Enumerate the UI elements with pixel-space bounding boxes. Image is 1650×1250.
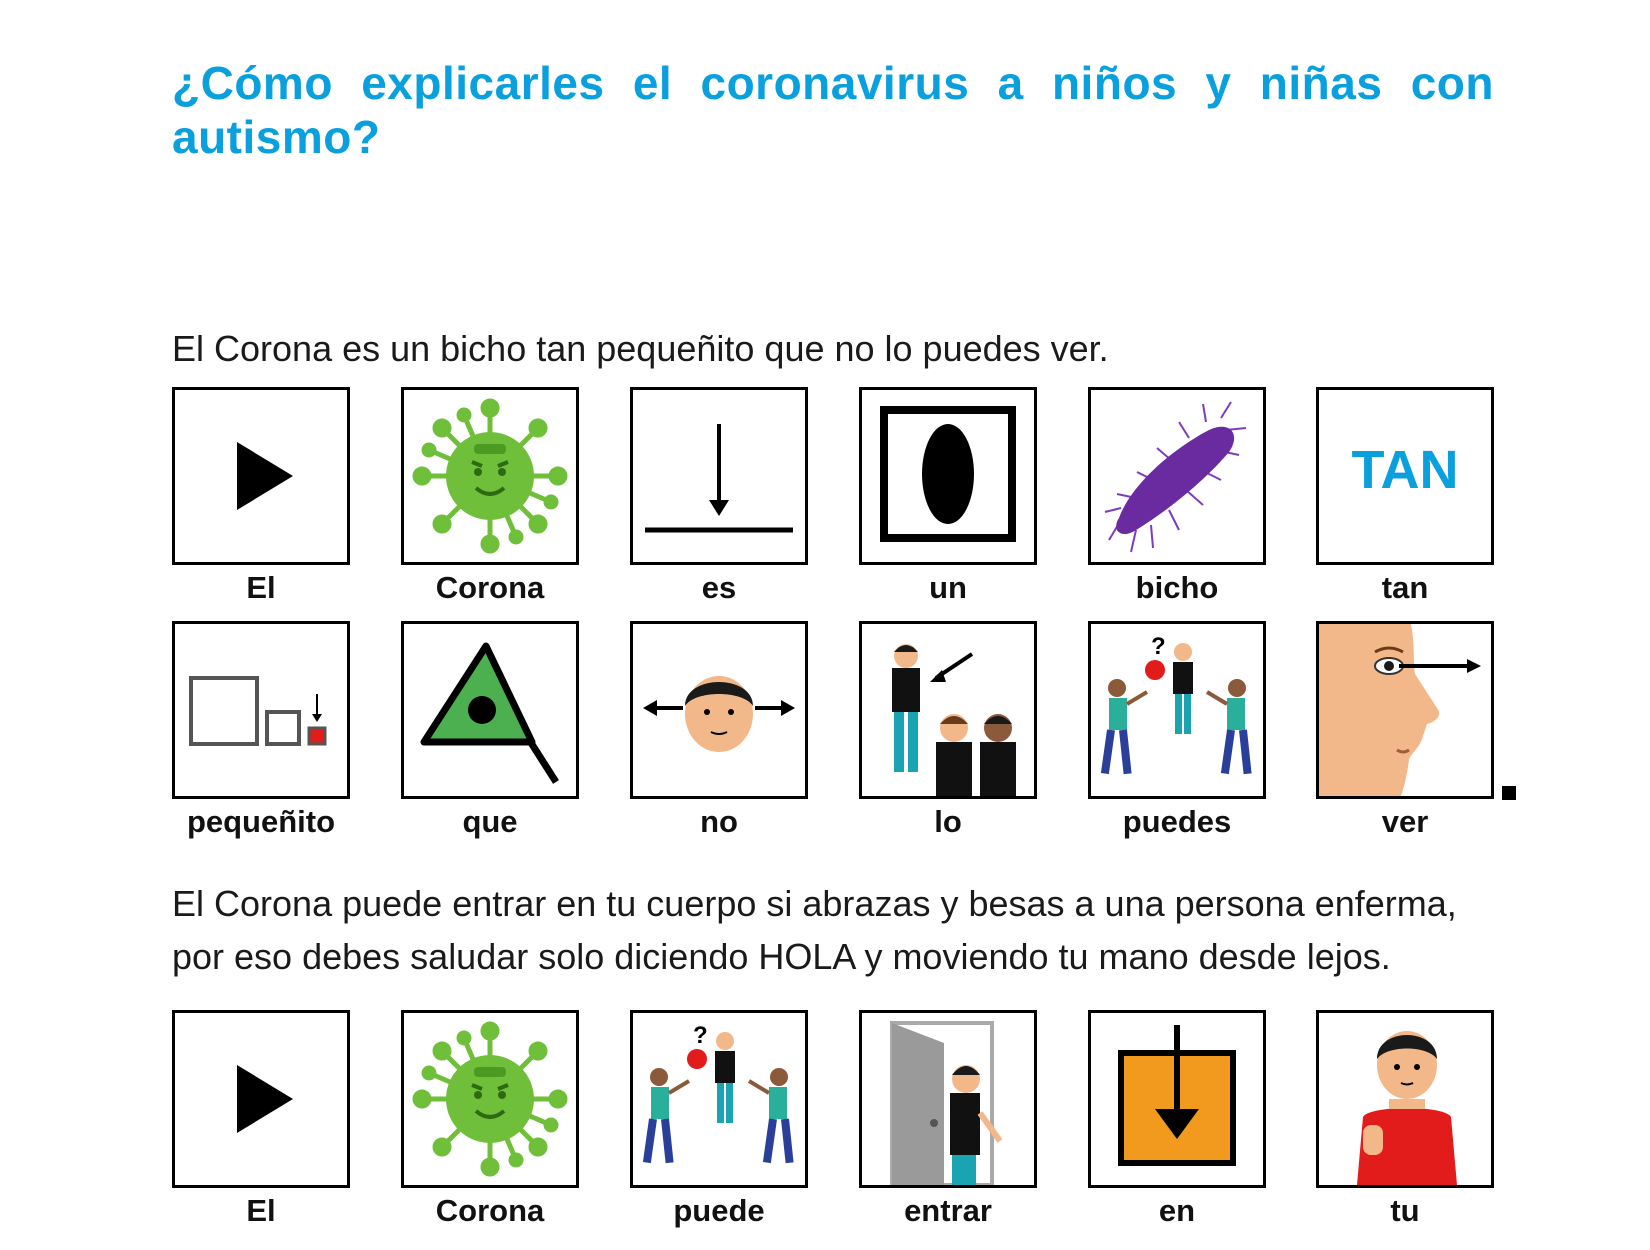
black-oval-in-square-icon bbox=[859, 387, 1037, 565]
purple-bacterium-icon bbox=[1088, 387, 1266, 565]
head-shaking-arrows-icon bbox=[630, 621, 808, 799]
pictogram-label: es bbox=[701, 570, 737, 605]
pictogram-card-entrar bbox=[859, 1010, 1037, 1230]
pictogram-card-el bbox=[172, 387, 350, 607]
pictogram-card-que bbox=[401, 621, 579, 841]
pictogram-row-3 bbox=[172, 1010, 1494, 1250]
pictogram-label: tan bbox=[1381, 570, 1429, 605]
person-entering-door-icon bbox=[859, 1010, 1037, 1188]
pictogram-card-tan bbox=[1316, 387, 1494, 607]
pictogram-card-lo bbox=[859, 621, 1037, 841]
decreasing-squares-icon bbox=[172, 621, 350, 799]
svg-text:?: ? bbox=[693, 1022, 708, 1049]
pictogram-label: El bbox=[246, 570, 276, 605]
pictogram-label: que bbox=[462, 804, 518, 839]
pictogram-label: pequeñito bbox=[186, 804, 336, 839]
green-virus-icon bbox=[401, 1010, 579, 1188]
face-eye-arrow-icon bbox=[1316, 621, 1494, 799]
orange-arrow-into-box-icon bbox=[1088, 1010, 1266, 1188]
green-triangle-pointer-icon bbox=[401, 621, 579, 799]
pictogram-label: puede bbox=[673, 1193, 765, 1228]
pictogram-card-tu bbox=[1316, 1010, 1494, 1230]
sentence-2: El Corona puede entrar en tu cuerpo si abrazas y besas a una persona enferma, por eso debes saludar solo diciendo HOLA y moviendo tu mano desde lejos. bbox=[172, 883, 1457, 977]
pictogram-card-pequenito bbox=[172, 621, 350, 841]
pictogram-card-ver bbox=[1316, 621, 1494, 841]
pictogram-label: El bbox=[246, 1193, 276, 1228]
sentence-period-mark bbox=[1502, 786, 1516, 800]
pictogram-label: Corona bbox=[435, 1193, 545, 1228]
pictogram-label: bicho bbox=[1135, 570, 1219, 605]
pictogram-card-corona bbox=[401, 387, 579, 607]
pictogram-card-puede bbox=[630, 1010, 808, 1230]
pictogram-label: no bbox=[700, 804, 738, 839]
people-arrow-icon bbox=[859, 621, 1037, 799]
page-title: ¿Cómo explicarles el coronavirus a niños y niñas con autismo? bbox=[172, 57, 1494, 163]
pictogram-card-no bbox=[630, 621, 808, 841]
play-triangle-icon bbox=[172, 387, 350, 565]
person-pointing-icon bbox=[1316, 1010, 1494, 1188]
pictogram-card-corona bbox=[401, 1010, 579, 1230]
pictogram-card-puedes bbox=[1088, 621, 1266, 841]
people-ball-icon bbox=[630, 1010, 808, 1188]
svg-text:?: ? bbox=[1151, 633, 1166, 660]
pictogram-card-el bbox=[172, 1010, 350, 1230]
sentence-1: El Corona es un bicho tan pequeñito que no lo puedes ver. bbox=[172, 328, 1109, 369]
play-triangle-icon bbox=[172, 1010, 350, 1188]
down-arrow-to-line-icon bbox=[630, 387, 808, 565]
pictogram-card-es bbox=[630, 387, 808, 607]
pictogram-row-2 bbox=[172, 621, 1494, 861]
pictogram-card-en bbox=[1088, 1010, 1266, 1230]
green-virus-icon bbox=[401, 387, 579, 565]
people-ball-icon bbox=[1088, 621, 1266, 799]
pictogram-label: lo bbox=[934, 804, 962, 839]
tan-text-icon bbox=[1316, 387, 1494, 565]
pictogram-label: Corona bbox=[435, 570, 545, 605]
pictogram-label: tu bbox=[1390, 1193, 1420, 1228]
pictogram-label: entrar bbox=[904, 1193, 992, 1228]
pictogram-card-bicho bbox=[1088, 387, 1266, 607]
pictogram-label: en bbox=[1158, 1193, 1196, 1228]
pictogram-card-un bbox=[859, 387, 1037, 607]
pictogram-label: puedes bbox=[1122, 804, 1232, 839]
tan-icon-text: TAN bbox=[1351, 440, 1459, 500]
pictogram-label: un bbox=[929, 570, 967, 605]
pictogram-row-1 bbox=[172, 387, 1494, 627]
pictogram-label: ver bbox=[1381, 804, 1429, 839]
